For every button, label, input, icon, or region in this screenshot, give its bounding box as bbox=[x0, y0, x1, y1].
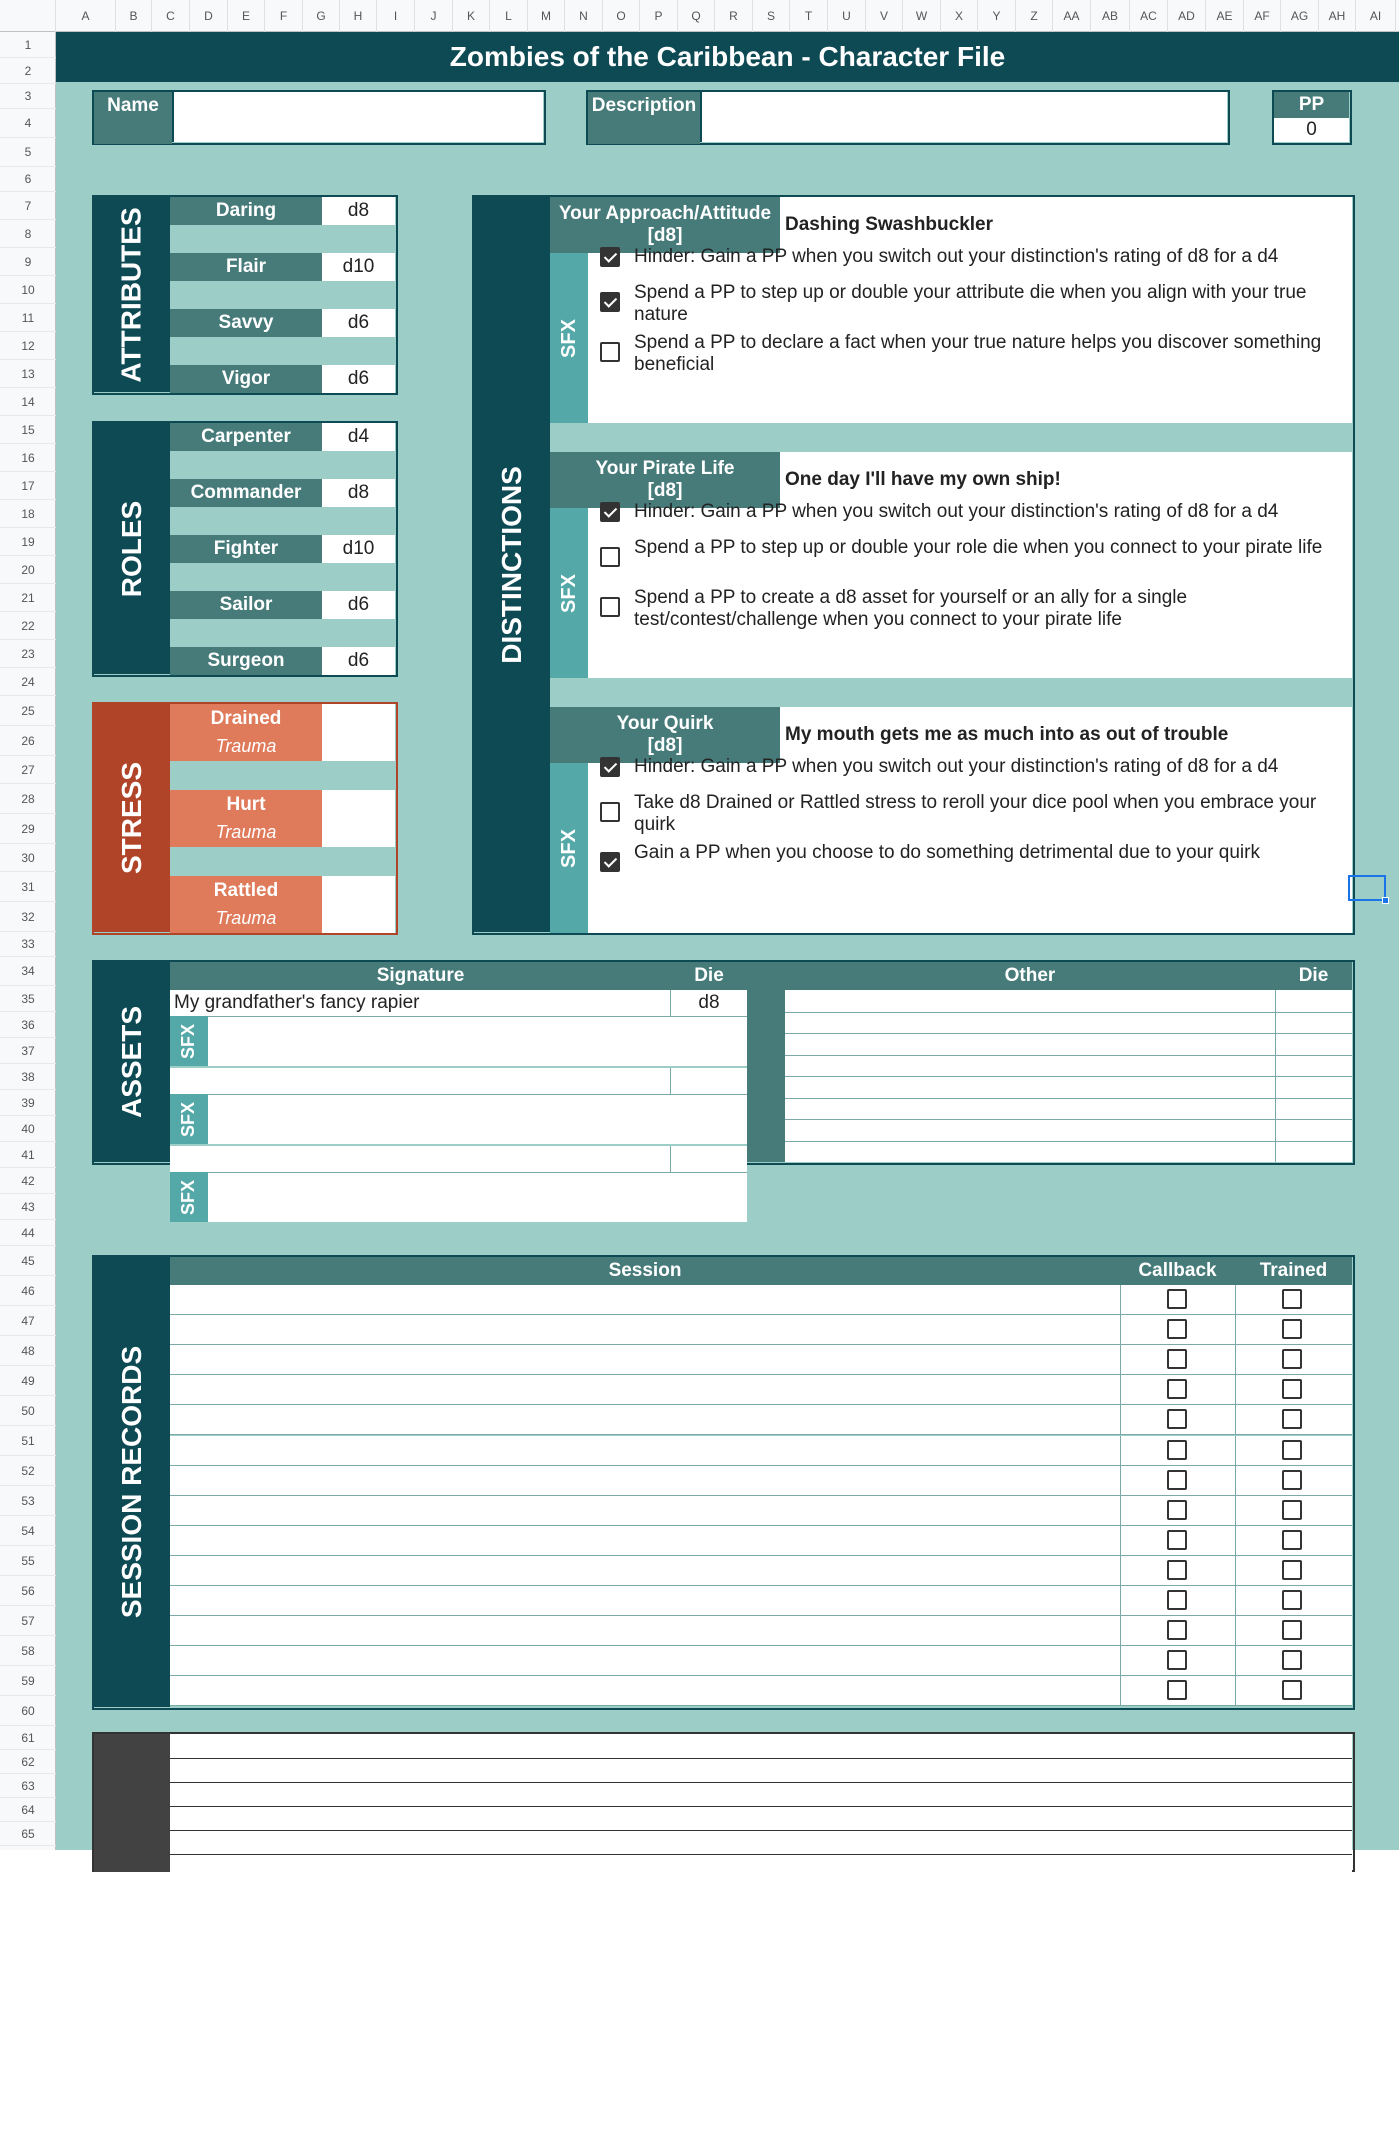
column-header[interactable]: X bbox=[941, 0, 978, 32]
column-header[interactable]: AE bbox=[1206, 0, 1244, 32]
row-header[interactable]: 64 bbox=[0, 1798, 56, 1822]
column-header[interactable]: AB bbox=[1091, 0, 1130, 32]
session-header: Session bbox=[170, 1257, 1120, 1285]
row-header[interactable]: 55 bbox=[0, 1546, 56, 1576]
stress-block bbox=[92, 702, 398, 935]
distinction-header bbox=[550, 197, 780, 253]
sfx-checkbox[interactable] bbox=[600, 802, 620, 822]
trained-cell bbox=[1235, 1616, 1352, 1646]
column-header[interactable]: AH bbox=[1319, 0, 1356, 32]
callback-checkbox[interactable] bbox=[1167, 1470, 1187, 1490]
callback-cell bbox=[1120, 1315, 1235, 1345]
row-header[interactable]: 22 bbox=[0, 612, 56, 640]
row-header[interactable]: 21 bbox=[0, 584, 56, 612]
trained-cell bbox=[1235, 1315, 1352, 1345]
row-header[interactable]: 20 bbox=[0, 556, 56, 584]
callback-cell bbox=[1120, 1285, 1235, 1315]
row-header[interactable]: 56 bbox=[0, 1576, 56, 1606]
callback-cell bbox=[1120, 1676, 1235, 1706]
trained-cell bbox=[1235, 1646, 1352, 1676]
sfx-text: Hinder: Gain a PP when you switch out your distinction's rating of d8 for a d4 bbox=[634, 756, 1279, 777]
other-assets-table[interactable] bbox=[785, 990, 1352, 1162]
session-input[interactable] bbox=[170, 1405, 1120, 1435]
distinction-value[interactable]: My mouth gets me as much into as out of trouble bbox=[780, 707, 1352, 763]
column-header[interactable]: P bbox=[640, 0, 678, 32]
session-input[interactable] bbox=[170, 1466, 1120, 1496]
stress-value[interactable] bbox=[322, 790, 395, 847]
stress-type bbox=[170, 704, 322, 761]
other-header: Other bbox=[785, 962, 1275, 990]
trained-cell bbox=[1235, 1345, 1352, 1375]
trained-checkbox[interactable] bbox=[1282, 1620, 1302, 1640]
column-header[interactable]: AC bbox=[1130, 0, 1168, 32]
description-input[interactable] bbox=[700, 92, 1227, 142]
asset-sfx-input[interactable] bbox=[208, 1094, 747, 1144]
sfx-text: Gain a PP when you choose to do something detrimental due to your quirk bbox=[634, 842, 1260, 863]
row-header[interactable]: 8 bbox=[0, 220, 56, 248]
distinction-die: [d8] bbox=[647, 480, 683, 501]
row-header[interactable]: 4 bbox=[0, 109, 56, 138]
row-header[interactable]: 48 bbox=[0, 1336, 56, 1366]
row-header[interactable]: 12 bbox=[0, 332, 56, 360]
callback-checkbox[interactable] bbox=[1167, 1319, 1187, 1339]
role-name: Sailor bbox=[170, 591, 322, 619]
row-header[interactable]: 17 bbox=[0, 472, 56, 500]
row-header[interactable]: 9 bbox=[0, 248, 56, 276]
callback-cell bbox=[1120, 1556, 1235, 1586]
callback-cell bbox=[1120, 1345, 1235, 1375]
row-header[interactable]: 63 bbox=[0, 1774, 56, 1798]
sfx-checkbox[interactable] bbox=[600, 852, 620, 872]
callback-cell bbox=[1120, 1646, 1235, 1676]
column-header[interactable]: M bbox=[528, 0, 565, 32]
session-input[interactable] bbox=[170, 1646, 1120, 1676]
distinction-header bbox=[550, 707, 780, 763]
row-header[interactable]: 61 bbox=[0, 1726, 56, 1750]
stress-name: Rattled bbox=[213, 880, 279, 901]
attributes-block bbox=[92, 195, 398, 395]
trauma-label: Trauma bbox=[215, 908, 277, 928]
trained-cell bbox=[1235, 1556, 1352, 1586]
distinction-die: [d8] bbox=[647, 735, 683, 756]
attribute-die[interactable]: d6 bbox=[322, 309, 395, 337]
row-header[interactable]: 25 bbox=[0, 696, 56, 726]
row-header[interactable]: 24 bbox=[0, 668, 56, 696]
distinction-title: Your Approach/Attitude bbox=[558, 203, 772, 224]
trained-header: Trained bbox=[1235, 1257, 1352, 1285]
callback-checkbox[interactable] bbox=[1167, 1620, 1187, 1640]
asset-sfx-input[interactable] bbox=[208, 1172, 747, 1222]
signature-asset-name[interactable] bbox=[170, 1068, 671, 1094]
stress-type bbox=[170, 876, 322, 933]
trained-checkbox[interactable] bbox=[1282, 1409, 1302, 1429]
attribute-name: Flair bbox=[170, 253, 322, 281]
sfx-text: Spend a PP to step up or double your attribute die when you align with your true nature bbox=[634, 282, 1307, 325]
attribute-die[interactable]: d10 bbox=[322, 253, 395, 281]
assets-block bbox=[92, 960, 1355, 1215]
row-header[interactable]: 43 bbox=[0, 1194, 56, 1220]
column-header[interactable]: AA bbox=[1053, 0, 1091, 32]
asset-sfx-label: SFX bbox=[170, 1172, 208, 1222]
trained-cell bbox=[1235, 1436, 1352, 1466]
column-header[interactable]: AI bbox=[1356, 0, 1396, 32]
signature-asset-name[interactable]: My grandfather's fancy rapier bbox=[170, 990, 671, 1016]
row-header[interactable]: 46 bbox=[0, 1276, 56, 1306]
column-header[interactable]: R bbox=[715, 0, 753, 32]
row-header[interactable]: 58 bbox=[0, 1636, 56, 1666]
name-label: Name bbox=[94, 92, 172, 120]
column-header[interactable]: L bbox=[490, 0, 528, 32]
row-header[interactable]: 23 bbox=[0, 640, 56, 668]
sfx-checkbox[interactable] bbox=[600, 247, 620, 267]
callback-checkbox[interactable] bbox=[1167, 1560, 1187, 1580]
trained-checkbox[interactable] bbox=[1282, 1500, 1302, 1520]
row-header[interactable]: 41 bbox=[0, 1142, 56, 1168]
attributes-label: ATTRIBUTES bbox=[94, 197, 170, 392]
session-records-block bbox=[92, 1255, 1355, 1710]
row-header[interactable]: 51 bbox=[0, 1426, 56, 1456]
distinction-title: Your Pirate Life bbox=[595, 458, 735, 479]
row-header[interactable]: 34 bbox=[0, 957, 56, 986]
notes-area[interactable] bbox=[170, 1734, 1352, 1872]
column-header[interactable]: D bbox=[190, 0, 228, 32]
character-sheet bbox=[56, 32, 1399, 2138]
callback-cell bbox=[1120, 1375, 1235, 1405]
callback-header: Callback bbox=[1120, 1257, 1235, 1285]
roles-block bbox=[92, 421, 398, 677]
sfx-text: Take d8 Drained or Rattled stress to reroll your dice pool when you embrace your quirk bbox=[634, 792, 1317, 835]
trained-checkbox[interactable] bbox=[1282, 1530, 1302, 1550]
row-header[interactable]: 29 bbox=[0, 814, 56, 844]
callback-checkbox[interactable] bbox=[1167, 1530, 1187, 1550]
pp-label: PP bbox=[1274, 92, 1349, 118]
distinction-die: [d8] bbox=[647, 225, 683, 246]
signature-header: Signature bbox=[170, 962, 671, 990]
row-header[interactable]: 15 bbox=[0, 416, 56, 444]
row-header[interactable]: 60 bbox=[0, 1696, 56, 1726]
row-header[interactable]: 27 bbox=[0, 756, 56, 784]
corner-cell[interactable] bbox=[0, 0, 56, 32]
row-header[interactable]: 44 bbox=[0, 1220, 56, 1246]
description-block bbox=[586, 90, 1230, 145]
column-header[interactable]: N bbox=[565, 0, 603, 32]
callback-checkbox[interactable] bbox=[1167, 1680, 1187, 1700]
sfx-text: Spend a PP to declare a fact when your true nature helps you discover something beneficial bbox=[634, 332, 1322, 375]
callback-cell bbox=[1120, 1405, 1235, 1435]
sfx-checkbox[interactable] bbox=[600, 502, 620, 522]
column-header[interactable]: T bbox=[790, 0, 828, 32]
distinctions-block bbox=[472, 195, 1355, 935]
row-header[interactable]: 16 bbox=[0, 444, 56, 472]
column-header-bar bbox=[0, 0, 1399, 32]
trained-checkbox[interactable] bbox=[1282, 1349, 1302, 1369]
row-header[interactable]: 52 bbox=[0, 1456, 56, 1486]
role-die[interactable]: d6 bbox=[322, 591, 395, 619]
session-input[interactable] bbox=[170, 1616, 1120, 1646]
row-header[interactable]: 33 bbox=[0, 932, 56, 957]
session-input[interactable] bbox=[170, 1375, 1120, 1405]
trained-cell bbox=[1235, 1466, 1352, 1496]
trauma-label: Trauma bbox=[215, 736, 277, 756]
sfx-label: SFX bbox=[550, 763, 588, 933]
column-header[interactable]: I bbox=[377, 0, 415, 32]
asset-sfx-label: SFX bbox=[170, 1094, 208, 1144]
attribute-name: Daring bbox=[170, 197, 322, 225]
session-input[interactable] bbox=[170, 1345, 1120, 1375]
stress-value[interactable] bbox=[322, 876, 395, 933]
row-header[interactable]: 32 bbox=[0, 902, 56, 932]
column-header[interactable]: S bbox=[753, 0, 790, 32]
row-header[interactable]: 37 bbox=[0, 1038, 56, 1064]
sfx-text: Hinder: Gain a PP when you switch out your distinction's rating of d8 for a d4 bbox=[634, 501, 1279, 522]
sfx-label: SFX bbox=[550, 508, 588, 678]
row-header[interactable]: 1 bbox=[0, 32, 56, 58]
notes-block bbox=[92, 1732, 1355, 2138]
other-die-header: Die bbox=[1275, 962, 1352, 990]
name-block bbox=[92, 90, 546, 145]
sfx-checkbox[interactable] bbox=[600, 757, 620, 777]
column-header[interactable]: Z bbox=[1016, 0, 1053, 32]
row-header[interactable]: 19 bbox=[0, 528, 56, 556]
row-header[interactable]: 65 bbox=[0, 1822, 56, 1846]
page-title: Zombies of the Caribbean - Character File bbox=[449, 41, 1006, 72]
role-name: Surgeon bbox=[170, 647, 322, 675]
column-header[interactable]: Q bbox=[678, 0, 715, 32]
callback-checkbox[interactable] bbox=[1167, 1500, 1187, 1520]
column-header[interactable]: C bbox=[152, 0, 190, 32]
distinction-value[interactable]: One day I'll have my own ship! bbox=[780, 452, 1352, 508]
signature-asset-name[interactable] bbox=[170, 1146, 671, 1172]
callback-cell bbox=[1120, 1526, 1235, 1556]
distinction-value[interactable]: Dashing Swashbuckler bbox=[780, 197, 1352, 253]
row-header[interactable]: 35 bbox=[0, 986, 56, 1012]
column-header[interactable]: A bbox=[56, 0, 116, 32]
column-header[interactable]: AD bbox=[1168, 0, 1206, 32]
callback-cell bbox=[1120, 1616, 1235, 1646]
session-input[interactable] bbox=[170, 1315, 1120, 1345]
row-header[interactable]: 54 bbox=[0, 1516, 56, 1546]
column-header[interactable]: V bbox=[866, 0, 903, 32]
stress-name: Drained bbox=[210, 708, 282, 729]
column-header[interactable]: J bbox=[415, 0, 453, 32]
signature-die-header: Die bbox=[671, 962, 747, 990]
trained-checkbox[interactable] bbox=[1282, 1379, 1302, 1399]
row-header[interactable]: 30 bbox=[0, 844, 56, 872]
column-header[interactable]: Y bbox=[978, 0, 1016, 32]
role-die[interactable]: d10 bbox=[322, 535, 395, 563]
row-header[interactable]: 57 bbox=[0, 1606, 56, 1636]
row-header[interactable]: 45 bbox=[0, 1246, 56, 1276]
sfx-checkbox[interactable] bbox=[600, 597, 620, 617]
row-header[interactable]: 47 bbox=[0, 1306, 56, 1336]
attribute-die[interactable]: d6 bbox=[322, 365, 395, 393]
column-header[interactable]: W bbox=[903, 0, 941, 32]
column-header[interactable]: B bbox=[116, 0, 152, 32]
row-header[interactable]: 31 bbox=[0, 872, 56, 902]
row-header[interactable]: 40 bbox=[0, 1116, 56, 1142]
row-header[interactable]: 39 bbox=[0, 1090, 56, 1116]
column-header[interactable]: G bbox=[303, 0, 340, 32]
sfx-text: Hinder: Gain a PP when you switch out your distinction's rating of d8 for a d4 bbox=[634, 246, 1279, 267]
sfx-checkbox[interactable] bbox=[600, 342, 620, 362]
signature-asset-die[interactable]: d8 bbox=[671, 990, 747, 1016]
column-header[interactable]: F bbox=[265, 0, 303, 32]
row-header[interactable]: 62 bbox=[0, 1750, 56, 1774]
callback-checkbox[interactable] bbox=[1167, 1440, 1187, 1460]
row-header[interactable]: 18 bbox=[0, 500, 56, 528]
attribute-die[interactable]: d8 bbox=[322, 197, 395, 225]
row-header[interactable]: 28 bbox=[0, 784, 56, 814]
asset-sfx-input[interactable] bbox=[208, 1016, 747, 1066]
row-header[interactable]: 2 bbox=[0, 58, 56, 84]
callback-cell bbox=[1120, 1586, 1235, 1616]
selected-cell[interactable] bbox=[1348, 875, 1386, 901]
column-header[interactable]: K bbox=[453, 0, 490, 32]
distinction-title: Your Quirk bbox=[616, 713, 714, 734]
pp-input[interactable]: 0 bbox=[1274, 118, 1349, 142]
role-name: Carpenter bbox=[170, 423, 322, 451]
row-header[interactable]: 59 bbox=[0, 1666, 56, 1696]
assets-label: ASSETS bbox=[94, 962, 170, 1162]
notes-label: NOTES bbox=[94, 1734, 170, 1872]
name-input[interactable] bbox=[172, 92, 543, 142]
callback-checkbox[interactable] bbox=[1167, 1590, 1187, 1610]
row-header[interactable]: 49 bbox=[0, 1366, 56, 1396]
stress-label: STRESS bbox=[94, 704, 170, 932]
callback-checkbox[interactable] bbox=[1167, 1379, 1187, 1399]
asset-sfx-label: SFX bbox=[170, 1016, 208, 1066]
row-header[interactable]: 36 bbox=[0, 1012, 56, 1038]
row-header[interactable]: 10 bbox=[0, 276, 56, 304]
row-header[interactable]: 42 bbox=[0, 1168, 56, 1194]
attribute-name: Savvy bbox=[170, 309, 322, 337]
trained-cell bbox=[1235, 1526, 1352, 1556]
trained-cell bbox=[1235, 1586, 1352, 1616]
trained-checkbox[interactable] bbox=[1282, 1680, 1302, 1700]
session-input[interactable] bbox=[170, 1586, 1120, 1616]
role-die[interactable]: d6 bbox=[322, 647, 395, 675]
row-header[interactable]: 5 bbox=[0, 138, 56, 167]
stress-name: Hurt bbox=[226, 794, 266, 815]
trained-cell bbox=[1235, 1375, 1352, 1405]
trauma-label: Trauma bbox=[215, 822, 277, 842]
distinctions-label: DISTINCTIONS bbox=[474, 197, 550, 932]
session-input[interactable] bbox=[170, 1526, 1120, 1556]
trained-checkbox[interactable] bbox=[1282, 1590, 1302, 1610]
description-label: Description bbox=[588, 92, 700, 120]
row-header[interactable]: 11 bbox=[0, 304, 56, 332]
trained-cell bbox=[1235, 1496, 1352, 1526]
column-header[interactable]: O bbox=[603, 0, 640, 32]
sfx-checkbox[interactable] bbox=[600, 547, 620, 567]
session-input[interactable] bbox=[170, 1556, 1120, 1586]
session-input[interactable] bbox=[170, 1436, 1120, 1466]
column-header[interactable]: AF bbox=[1244, 0, 1281, 32]
stress-value[interactable] bbox=[322, 704, 395, 761]
callback-cell bbox=[1120, 1496, 1235, 1526]
callback-checkbox[interactable] bbox=[1167, 1349, 1187, 1369]
roles-label: ROLES bbox=[94, 423, 170, 674]
role-name: Fighter bbox=[170, 535, 322, 563]
session-records-label: SESSION RECORDS bbox=[94, 1257, 170, 1707]
callback-checkbox[interactable] bbox=[1167, 1289, 1187, 1309]
signature-asset-die[interactable] bbox=[671, 1146, 747, 1172]
row-header[interactable]: 3 bbox=[0, 84, 56, 109]
row-header-bar bbox=[0, 32, 56, 1850]
sfx-text: Spend a PP to step up or double your role die when you connect to your pirate life bbox=[634, 537, 1323, 558]
column-header[interactable]: U bbox=[828, 0, 866, 32]
column-header[interactable]: AG bbox=[1281, 0, 1319, 32]
callback-cell bbox=[1120, 1466, 1235, 1496]
row-header[interactable]: 26 bbox=[0, 726, 56, 756]
sfx-text: Spend a PP to create a d8 asset for yourself or an ally for a single test/contest/challenge when you connect to your pirate life bbox=[634, 587, 1188, 630]
trained-checkbox[interactable] bbox=[1282, 1289, 1302, 1309]
attribute-name: Vigor bbox=[170, 365, 322, 393]
row-header[interactable]: 7 bbox=[0, 192, 56, 220]
row-header[interactable]: 13 bbox=[0, 360, 56, 388]
stress-type bbox=[170, 790, 322, 847]
row-header[interactable]: 6 bbox=[0, 167, 56, 192]
role-die[interactable]: d8 bbox=[322, 479, 395, 507]
row-header[interactable]: 53 bbox=[0, 1486, 56, 1516]
pp-block bbox=[1272, 90, 1352, 145]
session-input[interactable] bbox=[170, 1285, 1120, 1315]
row-header[interactable]: 38 bbox=[0, 1064, 56, 1090]
title-bar bbox=[56, 32, 1399, 82]
callback-checkbox[interactable] bbox=[1167, 1409, 1187, 1429]
column-header[interactable]: E bbox=[228, 0, 265, 32]
trained-cell bbox=[1235, 1405, 1352, 1435]
trained-checkbox[interactable] bbox=[1282, 1650, 1302, 1670]
trained-cell bbox=[1235, 1676, 1352, 1706]
trained-checkbox[interactable] bbox=[1282, 1470, 1302, 1490]
callback-cell bbox=[1120, 1436, 1235, 1466]
role-name: Commander bbox=[170, 479, 322, 507]
callback-checkbox[interactable] bbox=[1167, 1650, 1187, 1670]
trained-checkbox[interactable] bbox=[1282, 1440, 1302, 1460]
trained-checkbox[interactable] bbox=[1282, 1319, 1302, 1339]
row-header[interactable]: 50 bbox=[0, 1396, 56, 1426]
sfx-label: SFX bbox=[550, 253, 588, 423]
row-header[interactable]: 14 bbox=[0, 388, 56, 416]
sfx-checkbox[interactable] bbox=[600, 292, 620, 312]
session-input[interactable] bbox=[170, 1496, 1120, 1526]
trained-checkbox[interactable] bbox=[1282, 1560, 1302, 1580]
role-die[interactable]: d4 bbox=[322, 423, 395, 451]
trained-cell bbox=[1235, 1285, 1352, 1315]
signature-asset-die[interactable] bbox=[671, 1068, 747, 1094]
distinction-header bbox=[550, 452, 780, 508]
session-input[interactable] bbox=[170, 1676, 1120, 1706]
column-header[interactable]: H bbox=[340, 0, 377, 32]
